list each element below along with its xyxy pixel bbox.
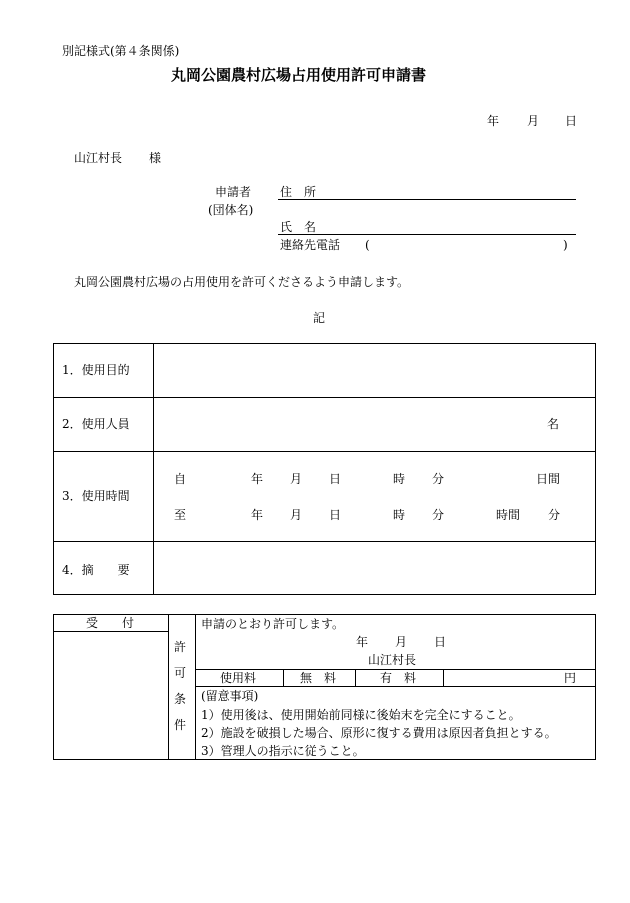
approver-name: 山江村長 <box>368 653 417 667</box>
fee-free-option[interactable]: 無 料 <box>300 671 337 685</box>
request-text: 丸岡公園農村広場の占用使用を許可くださるよう申請します。 <box>74 275 410 289</box>
people-unit: 名 <box>547 417 560 431</box>
time-from-minute: 分 <box>432 472 445 486</box>
approval-day: 日 <box>434 635 447 649</box>
time-from-hour: 時 <box>393 472 406 486</box>
time-from-label: 自 <box>174 472 187 486</box>
time-from-month: 月 <box>290 472 303 486</box>
address-label: 住 所 <box>280 185 317 199</box>
people-label: 2．使用人員 <box>62 417 130 431</box>
time-to-hour: 時 <box>393 508 406 522</box>
date-year-label: 年 <box>487 114 500 128</box>
name-label: 氏 名 <box>280 220 317 234</box>
time-hours-label: 時間 <box>496 508 521 522</box>
phone-open-paren: ( <box>365 238 370 252</box>
office-divider <box>195 614 196 760</box>
purpose-label: 1．使用目的 <box>62 363 130 377</box>
reception-header-line <box>53 631 168 632</box>
fee-top-line <box>195 669 596 670</box>
condition-char: 条 <box>174 692 187 706</box>
condition-char: 可 <box>174 666 187 680</box>
notes-title: (留意事項) <box>201 689 259 703</box>
applicant-label: 申請者 <box>215 185 252 199</box>
summary-label: 4．摘 要 <box>62 563 130 577</box>
fee-bottom-line <box>195 686 596 687</box>
fee-divider <box>355 669 356 686</box>
reception-stamp-area[interactable] <box>55 633 166 758</box>
address-field[interactable] <box>278 199 576 200</box>
form-reference: 別記様式(第４条関係) <box>62 44 180 58</box>
ki-label: 記 <box>313 311 326 325</box>
phone-close-paren: ) <box>563 238 568 252</box>
addressee-name: 山江村長 <box>74 151 123 165</box>
purpose-field[interactable] <box>155 345 594 396</box>
time-from-year: 年 <box>251 472 264 486</box>
phone-field[interactable] <box>374 236 560 252</box>
note-item: 2）施設を破損した場合、原形に復する費用は原因者負担とする。 <box>201 726 557 740</box>
fee-paid-option[interactable]: 有 料 <box>380 671 417 685</box>
time-to-day: 日 <box>329 508 342 522</box>
time-from-day: 日 <box>329 472 342 486</box>
date-month-label: 月 <box>527 114 540 128</box>
time-to-minute: 分 <box>432 508 445 522</box>
approval-text: 申請のとおり許可します。 <box>201 617 345 631</box>
time-minutes-label: 分 <box>548 508 561 522</box>
people-field[interactable] <box>155 399 535 450</box>
name-field[interactable] <box>278 234 576 235</box>
date-day-label: 日 <box>565 114 578 128</box>
fee-divider <box>283 669 284 686</box>
page-title: 丸岡公園農村広場占用使用許可申請書 <box>171 66 427 84</box>
table-divider <box>153 343 154 595</box>
fee-label: 使用料 <box>220 671 257 685</box>
fee-divider <box>443 669 444 686</box>
row-divider <box>53 451 596 452</box>
time-to-label: 至 <box>174 508 187 522</box>
row-divider <box>53 397 596 398</box>
approval-year: 年 <box>356 635 369 649</box>
time-days-label: 日間 <box>536 472 561 486</box>
approval-month: 月 <box>395 635 408 649</box>
applicant-group-label: (団体名) <box>208 203 254 217</box>
note-item: 3）管理人の指示に従うこと。 <box>201 744 365 758</box>
reception-label: 受 付 <box>86 616 135 630</box>
row-divider <box>53 541 596 542</box>
note-item: 1）使用後は、使用開始前同様に後始末を完全にすること。 <box>201 708 521 722</box>
time-label: 3．使用時間 <box>62 489 130 503</box>
condition-char: 許 <box>174 640 187 654</box>
condition-char: 件 <box>174 718 187 732</box>
addressee-honorific: 様 <box>149 151 162 165</box>
time-to-month: 月 <box>290 508 303 522</box>
fee-unit: 円 <box>564 671 577 685</box>
office-divider <box>168 614 169 760</box>
time-to-year: 年 <box>251 508 264 522</box>
summary-field[interactable] <box>155 543 594 594</box>
phone-label: 連絡先電話 <box>280 238 341 252</box>
